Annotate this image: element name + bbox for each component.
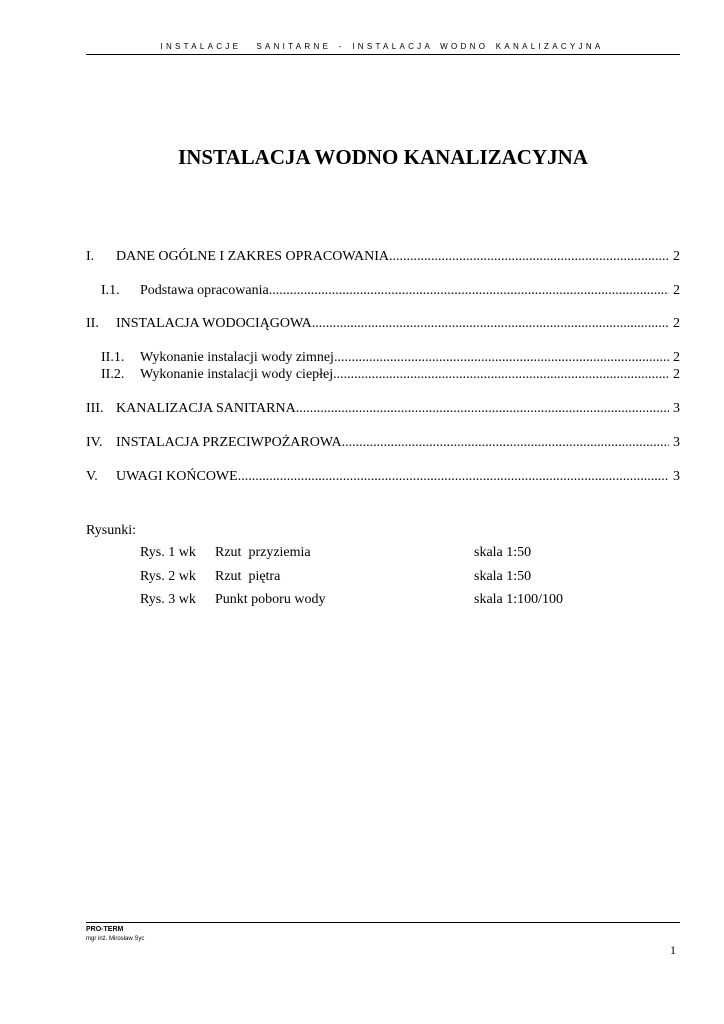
drawing-code: Rys. 3 wk	[140, 592, 196, 607]
toc-dot-leader	[389, 249, 669, 265]
toc-entry[interactable]	[86, 435, 680, 451]
toc-entry-number: IV.	[86, 435, 103, 450]
footer-company: PRO-TERM	[86, 926, 124, 933]
toc-entry-page: 3	[673, 469, 680, 484]
toc-entry-label: Wykonanie instalacji wody ciepłej.	[140, 367, 337, 382]
drawings-heading: Rysunki:	[86, 523, 137, 538]
toc-entry-number: I.1.	[101, 283, 120, 298]
toc-entry-label: DANE OGÓLNE I ZAKRES OPRACOWANIA	[116, 249, 389, 264]
toc-entry[interactable]	[101, 350, 680, 366]
toc-entry-label: KANALIZACJA SANITARNA	[116, 401, 296, 416]
toc-dot-leader	[269, 283, 669, 299]
toc-entry-page: 3	[673, 435, 680, 450]
toc-entry[interactable]	[86, 316, 680, 332]
toc-dot-leader	[334, 350, 669, 366]
toc-entry-label: UWAGI KOŃCOWE	[116, 469, 238, 484]
toc-entry-page: 2	[673, 316, 680, 331]
toc-entry-label: INSTALACJA PRZECIWPOŻAROWA.	[116, 435, 346, 450]
footer-author: mgr inż. Mirosław Syc	[86, 936, 145, 942]
toc-entry-number: II.1.	[101, 350, 125, 365]
toc-entry-label: Wykonanie instalacji wody zimnej	[140, 350, 334, 365]
page-number: 1	[670, 943, 676, 957]
toc-dot-leader	[238, 469, 669, 485]
toc-entry[interactable]	[86, 469, 680, 485]
toc-entry-number: II.2.	[101, 367, 125, 382]
toc-entry-page: 3	[673, 401, 680, 416]
toc-entry[interactable]	[86, 401, 680, 417]
drawing-name: Rzut piętra	[215, 569, 281, 584]
toc-entry-page: 2	[673, 249, 680, 264]
toc-entry-number: II.	[86, 316, 99, 331]
toc-entry-number: V.	[86, 469, 98, 484]
footer-divider	[86, 922, 680, 923]
toc-entry-label: Podstawa opracowania	[140, 283, 269, 298]
drawing-scale: skala 1:50	[474, 569, 532, 584]
toc-entry-number: III.	[86, 401, 104, 416]
toc-entry[interactable]	[101, 367, 680, 383]
toc-entry-label: INSTALACJA WODOCIĄGOWA	[116, 316, 312, 331]
drawing-code: Rys. 1 wk	[140, 545, 196, 560]
drawing-row	[0, 592, 724, 608]
drawing-row	[0, 545, 724, 561]
drawing-code: Rys. 2 wk	[140, 569, 196, 584]
toc-entry-page: 2	[673, 283, 680, 298]
header-divider	[86, 54, 680, 55]
toc-entry-page: 2	[673, 367, 680, 382]
drawing-scale: skala 1:100/100	[474, 592, 564, 607]
toc-dot-leader	[345, 435, 669, 451]
toc-entry-page: 2	[673, 350, 680, 365]
toc-dot-leader	[312, 316, 669, 332]
drawing-row	[0, 569, 724, 585]
running-header-title: INSTALACJE SANITARNE - INSTALACJA WODNO KANALIZACYJNA	[160, 42, 604, 51]
document-title: INSTALACJA WODNO KANALIZACYJNA	[178, 145, 588, 169]
toc-dot-leader	[296, 401, 669, 417]
toc-entry-number: I.	[86, 249, 95, 264]
drawing-name: Punkt poboru wody	[215, 592, 326, 607]
drawing-scale: skala 1:50	[474, 545, 532, 560]
toc-entry[interactable]	[86, 249, 680, 265]
toc-entry[interactable]	[101, 283, 680, 299]
toc-dot-leader	[337, 367, 669, 383]
drawing-name: Rzut przyziemia	[215, 545, 311, 560]
